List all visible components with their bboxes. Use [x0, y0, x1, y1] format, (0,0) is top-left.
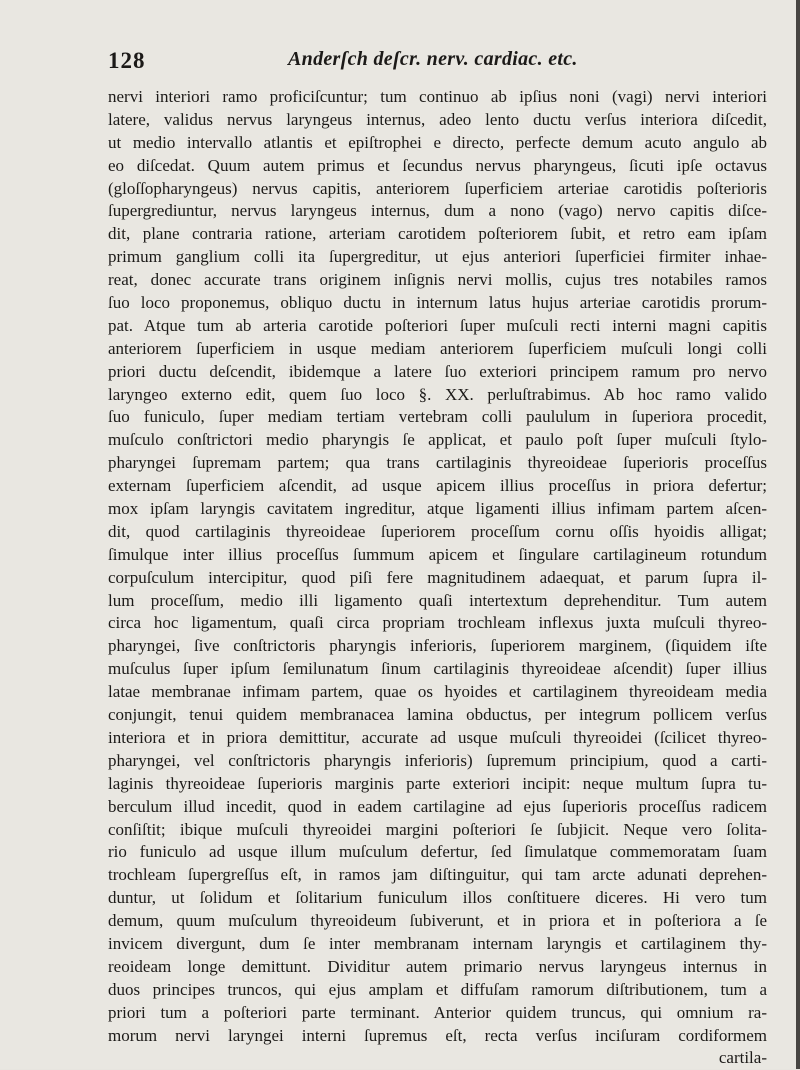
text-line: trochleam ſupergreſſus eſt, in ramos jam diſtinguitur, qui tam arcte adunati deprehen-	[108, 865, 767, 885]
text-line: duntur, ut ſolidum et ſolitarium funiculum illos conſtituere diceres. Hi vero tum	[108, 888, 767, 908]
text-line: ſupergrediuntur, nervus laryngeus internus, dum a nono (vago) nervo capitis diſce-	[108, 201, 767, 221]
text-line: primum ganglium colli ita ſupergreditur, ut ejus anteriori ſuperficiei firmiter inhae-	[108, 247, 767, 267]
catchword: cartila-	[718, 1048, 767, 1068]
text-line: conſiſtit; ibique muſculi thyreoidei margini poſteriori ſe ſubjicit. Neque vero ſolita-	[108, 819, 767, 839]
text-line: pharyngei ſupremam partem; qua trans cartilaginis thyreoideae ſuperioris proceſſus	[108, 453, 767, 473]
text-line: reat, donec accurate trans originem inſignis nervi mollis, cujus tres notabiles ramos	[108, 270, 767, 290]
text-line: ſuo loco proponemus, obliquo ductu in internum latus hujus arteriae carotidis prorum-	[108, 293, 767, 313]
running-head: Anderſch deſcr. nerv. cardiac. etc.	[288, 48, 578, 70]
text-line: priori ductu deſcendit, ibidemque a latere ſuo exteriori principem ramum pro nervo	[108, 361, 767, 381]
text-line: berculum illud incedit, quod in eadem cartilagine ad ejus ſuperioris proceſſus radicem	[108, 796, 767, 816]
page-number: 128	[108, 48, 146, 73]
text-line: dit, plane contraria ratione, arteriam carotidem poſteriorem ſubit, et retro eam ipſam	[108, 224, 767, 244]
text-line: latere, validus nervus laryngeus internus, adeo lento ductu verſus interiora diſcedit,	[108, 109, 767, 129]
text-line: invicem divergunt, dum ſe inter membranam internam laryngis et cartilaginem thy-	[108, 933, 767, 953]
text-line: muſculo conſtrictori medio pharyngis ſe applicat, et paulo poſt ſuper muſculi ſtylo-	[108, 430, 767, 450]
text-line: ſuo funiculo, ſuper mediam tertiam vertebram colli paululum in ſuperiora procedit,	[108, 407, 767, 427]
text-line: muſculus ſuper ipſum ſemilunatum ſinum cartilaginis thyreoideae aſcendit) ſuper illius	[108, 659, 767, 679]
text-line: dit, quod cartilaginis thyreoideae ſuperiorem proceſſum cornu oſſis hyoidis alligat;	[108, 521, 767, 541]
text-line: laginis thyreoideae ſuperioris marginis parte exteriori incipit: neque multum ſupra tu-	[108, 773, 767, 793]
text-line: demum, quum muſculum thyreoideum ſubiverunt, et in priora et in poſteriora a ſe	[108, 911, 767, 931]
text-line: morum nervi laryngei interni ſupremus eſt, recta verſus inciſuram cordiformem	[108, 1025, 767, 1045]
text-line: rio funiculo ad usque illum muſculum defertur, ſed ſimulatque commemoratam ſuam	[108, 842, 767, 862]
text-line: eo diſcedat. Quum autem primus et ſecundus nervus pharyngeus, ſicuti ipſe octavus	[108, 155, 767, 175]
text-line: conjungit, tenui quidem membranacea lamina obductus, per integrum pollicem verſus	[108, 705, 767, 725]
text-line: corpuſculum intercipitur, quod piſi fere magnitudinem adaequat, et parum ſupra il-	[108, 567, 767, 587]
text-line: circa hoc ligamentum, quaſi circa propriam trochleam inflexus juxta muſculi thyreo-	[108, 613, 767, 633]
text-line: ut medio intervallo atlantis et epiſtrophei e directo, perfecte demum acuto angulo ab	[108, 132, 767, 152]
text-line: pharyngei, vel conſtrictoris pharyngis inferioris) ſupremum principium, quod a carti-	[108, 750, 767, 770]
text-line: anteriorem ſuperficiem in usque mediam anteriorem ſuperficiem muſculi longi colli	[108, 338, 767, 358]
text-line: lum proceſſum, medio illi ligamento quaſi intertextum deprehenditur. Tum autem	[108, 590, 767, 610]
text-line: (gloſſopharyngeus) nervus capitis, anteriorem ſuperficiem arteriae carotidis poſterioris	[108, 178, 767, 198]
text-line: latae membranae infimam partem, quae os hyoides et cartilaginem thyreoideam media	[108, 682, 767, 702]
page-header	[108, 48, 768, 78]
text-line: priori tum a poſteriori parte terminant. Anterior quidem truncus, qui omnium ra-	[108, 1002, 767, 1022]
text-line: pat. Atque tum ab arteria carotide poſteriori ſuper muſculi recti interni magni capitis	[108, 315, 767, 335]
text-line: duos principes truncos, qui ejus amplam et diffuſam ramorum diſtributionem, tum a	[108, 979, 767, 999]
text-line: mox ipſam laryngis cavitatem ingreditur, atque ligamenti illius infimam partem aſcen-	[108, 499, 767, 519]
text-line: pharyngei, ſive conſtrictoris pharyngis inferioris, ſuperiorem marginem, (ſiquidem iſte	[108, 636, 767, 656]
text-line: nervi interiori ramo proficiſcuntur; tum continuo ab ipſius noni (vagi) nervi interiori	[108, 87, 767, 106]
text-line: laryngeo externo edit, quem ſuo loco §. XX. perluſtrabimus. Ab hoc ramo valido	[108, 384, 767, 404]
text-line: interiora et in priora demittitur, accurate ad usque muſculi thyreoidei (ſcilicet thyreo-	[108, 727, 767, 747]
text-line: reoideam longe demittunt. Dividitur autem primario nervus laryngeus internus in	[108, 956, 767, 976]
text-line: externam ſuperficiem aſcendit, ad usque apicem illius proceſſus in priora defertur;	[108, 476, 767, 496]
body-text	[108, 86, 767, 1070]
text-line: ſimulque inter illius proceſſus ſummum apicem et ſingulare cartilagineum rotundum	[108, 544, 767, 564]
